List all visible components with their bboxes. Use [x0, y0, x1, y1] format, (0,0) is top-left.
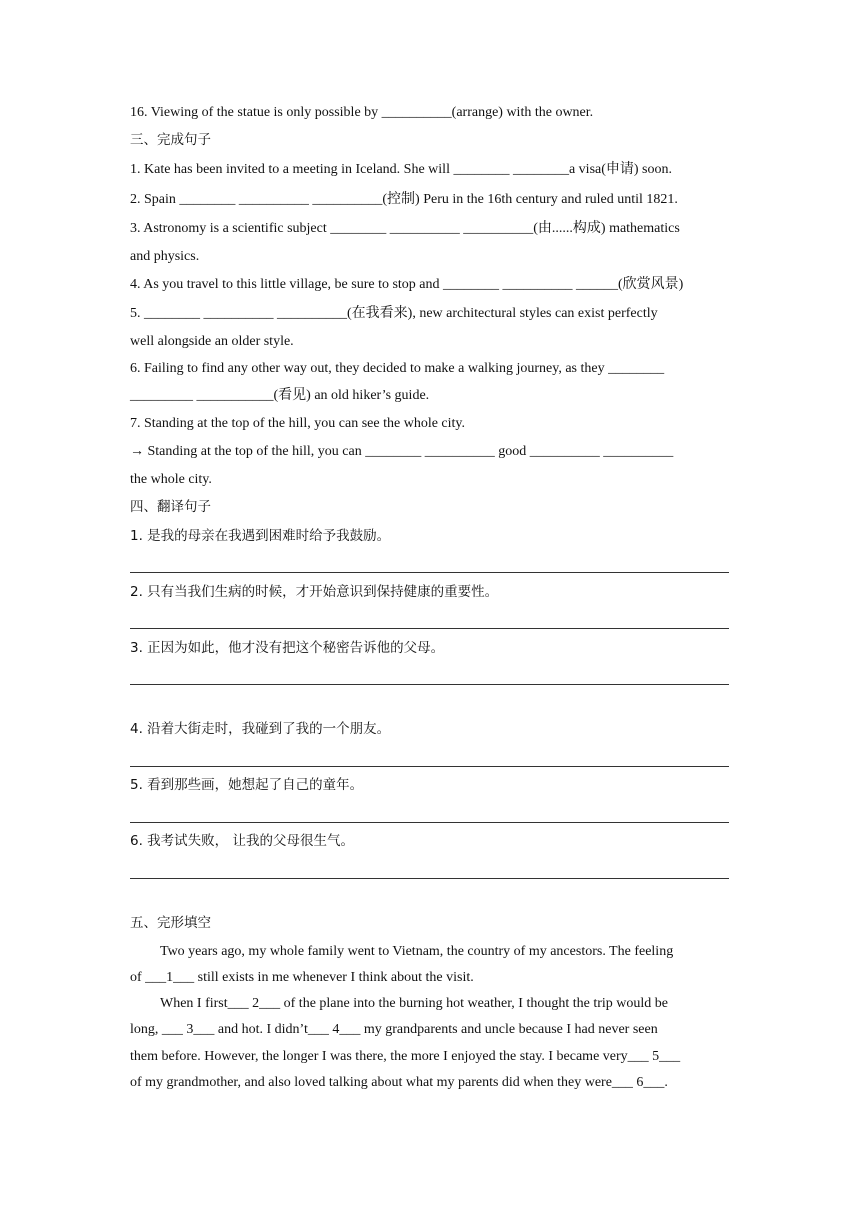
sentence-1: 1. Kate has been invited to a meeting in Iceland. She will ________ ________a visa(申请) soon.: [130, 162, 673, 177]
sentence-4: 4. As you travel to this little village, be sure to stop and ________ __________ ______(欣赏风景): [130, 277, 684, 292]
sentence-2: 2. Spain ________ __________ __________(控制) Peru in the 16th century and ruled until 1821.: [130, 192, 678, 207]
translate-item-5: 5. 看到那些画，她想起了自己的童年。: [130, 777, 364, 793]
sentence-7: 7. Standing at the top of the hill, you can see the whole city.: [130, 416, 466, 431]
translate-item-1: 1. 是我的母亲在我遇到困难时给予我鼓励。: [130, 528, 391, 544]
sentence-7-rewrite-continued: the whole city.: [130, 472, 212, 487]
sentence-5-continued: well alongside an older style.: [130, 334, 294, 349]
translate-item-3: 3. 正因为如此，他才没有把这个秘密告诉他的父母。: [130, 640, 445, 656]
translate-item-2: 2. 只有当我们生病的时候，才开始意识到保持健康的重要性。: [130, 584, 499, 600]
translate-item-6: 6. 我考试失败， 让我的父母很生气。: [130, 833, 354, 849]
answer-line-4: [130, 766, 729, 767]
cloze-paragraph-2-line-3: them before. However, the longer I was there, the more I enjoyed the stay. I became very___ 5___: [130, 1049, 681, 1064]
cloze-paragraph-2-line-1: When I first___ 2___ of the plane into the burning hot weather, I thought the trip would be: [160, 996, 668, 1011]
cloze-paragraph-2-line-2: long, ___ 3___ and hot. I didn’t___ 4___ my grandparents and uncle because I had never seen: [130, 1022, 658, 1037]
cloze-paragraph-1-line-1: Two years ago, my whole family went to Vietnam, the country of my ancestors. The feeling: [160, 944, 674, 959]
answer-line-2: [130, 628, 729, 629]
answer-line-5: [130, 822, 729, 823]
translate-item-4: 4. 沿着大街走时，我碰到了我的一个朋友。: [130, 721, 391, 737]
section-4-heading: 四、翻译句子: [130, 499, 211, 515]
section-3-heading: 三、完成句子: [130, 132, 211, 148]
answer-line-3: [130, 684, 729, 685]
sentence-6-continued: _________ ___________(看见) an old hiker’s guide.: [130, 388, 430, 403]
sentence-7-rewrite: → Standing at the top of the hill, you can ________ __________ good __________ __________: [130, 444, 674, 459]
cloze-paragraph-1-line-2: of ___1___ still exists in me whenever I think about the visit.: [130, 970, 474, 985]
answer-line-1: [130, 572, 729, 573]
answer-line-6: [130, 878, 729, 879]
cloze-paragraph-2-line-4: of my grandmother, and also loved talking about what my parents did when they were___ 6___.: [130, 1075, 668, 1090]
sentence-5: 5. ________ __________ __________(在我看来), new architectural styles can exist perfectly: [130, 306, 658, 321]
section-5-heading: 五、完形填空: [130, 915, 211, 931]
sentence-3-continued: and physics.: [130, 249, 200, 264]
sentence-6: 6. Failing to find any other way out, they decided to make a walking journey, as they ________: [130, 361, 665, 376]
sentence-3: 3. Astronomy is a scientific subject ________ __________ __________(由......构成) mathematics: [130, 221, 680, 236]
fill-blank-item-16: 16. Viewing of the statue is only possible by __________(arrange) with the owner.: [130, 105, 594, 120]
